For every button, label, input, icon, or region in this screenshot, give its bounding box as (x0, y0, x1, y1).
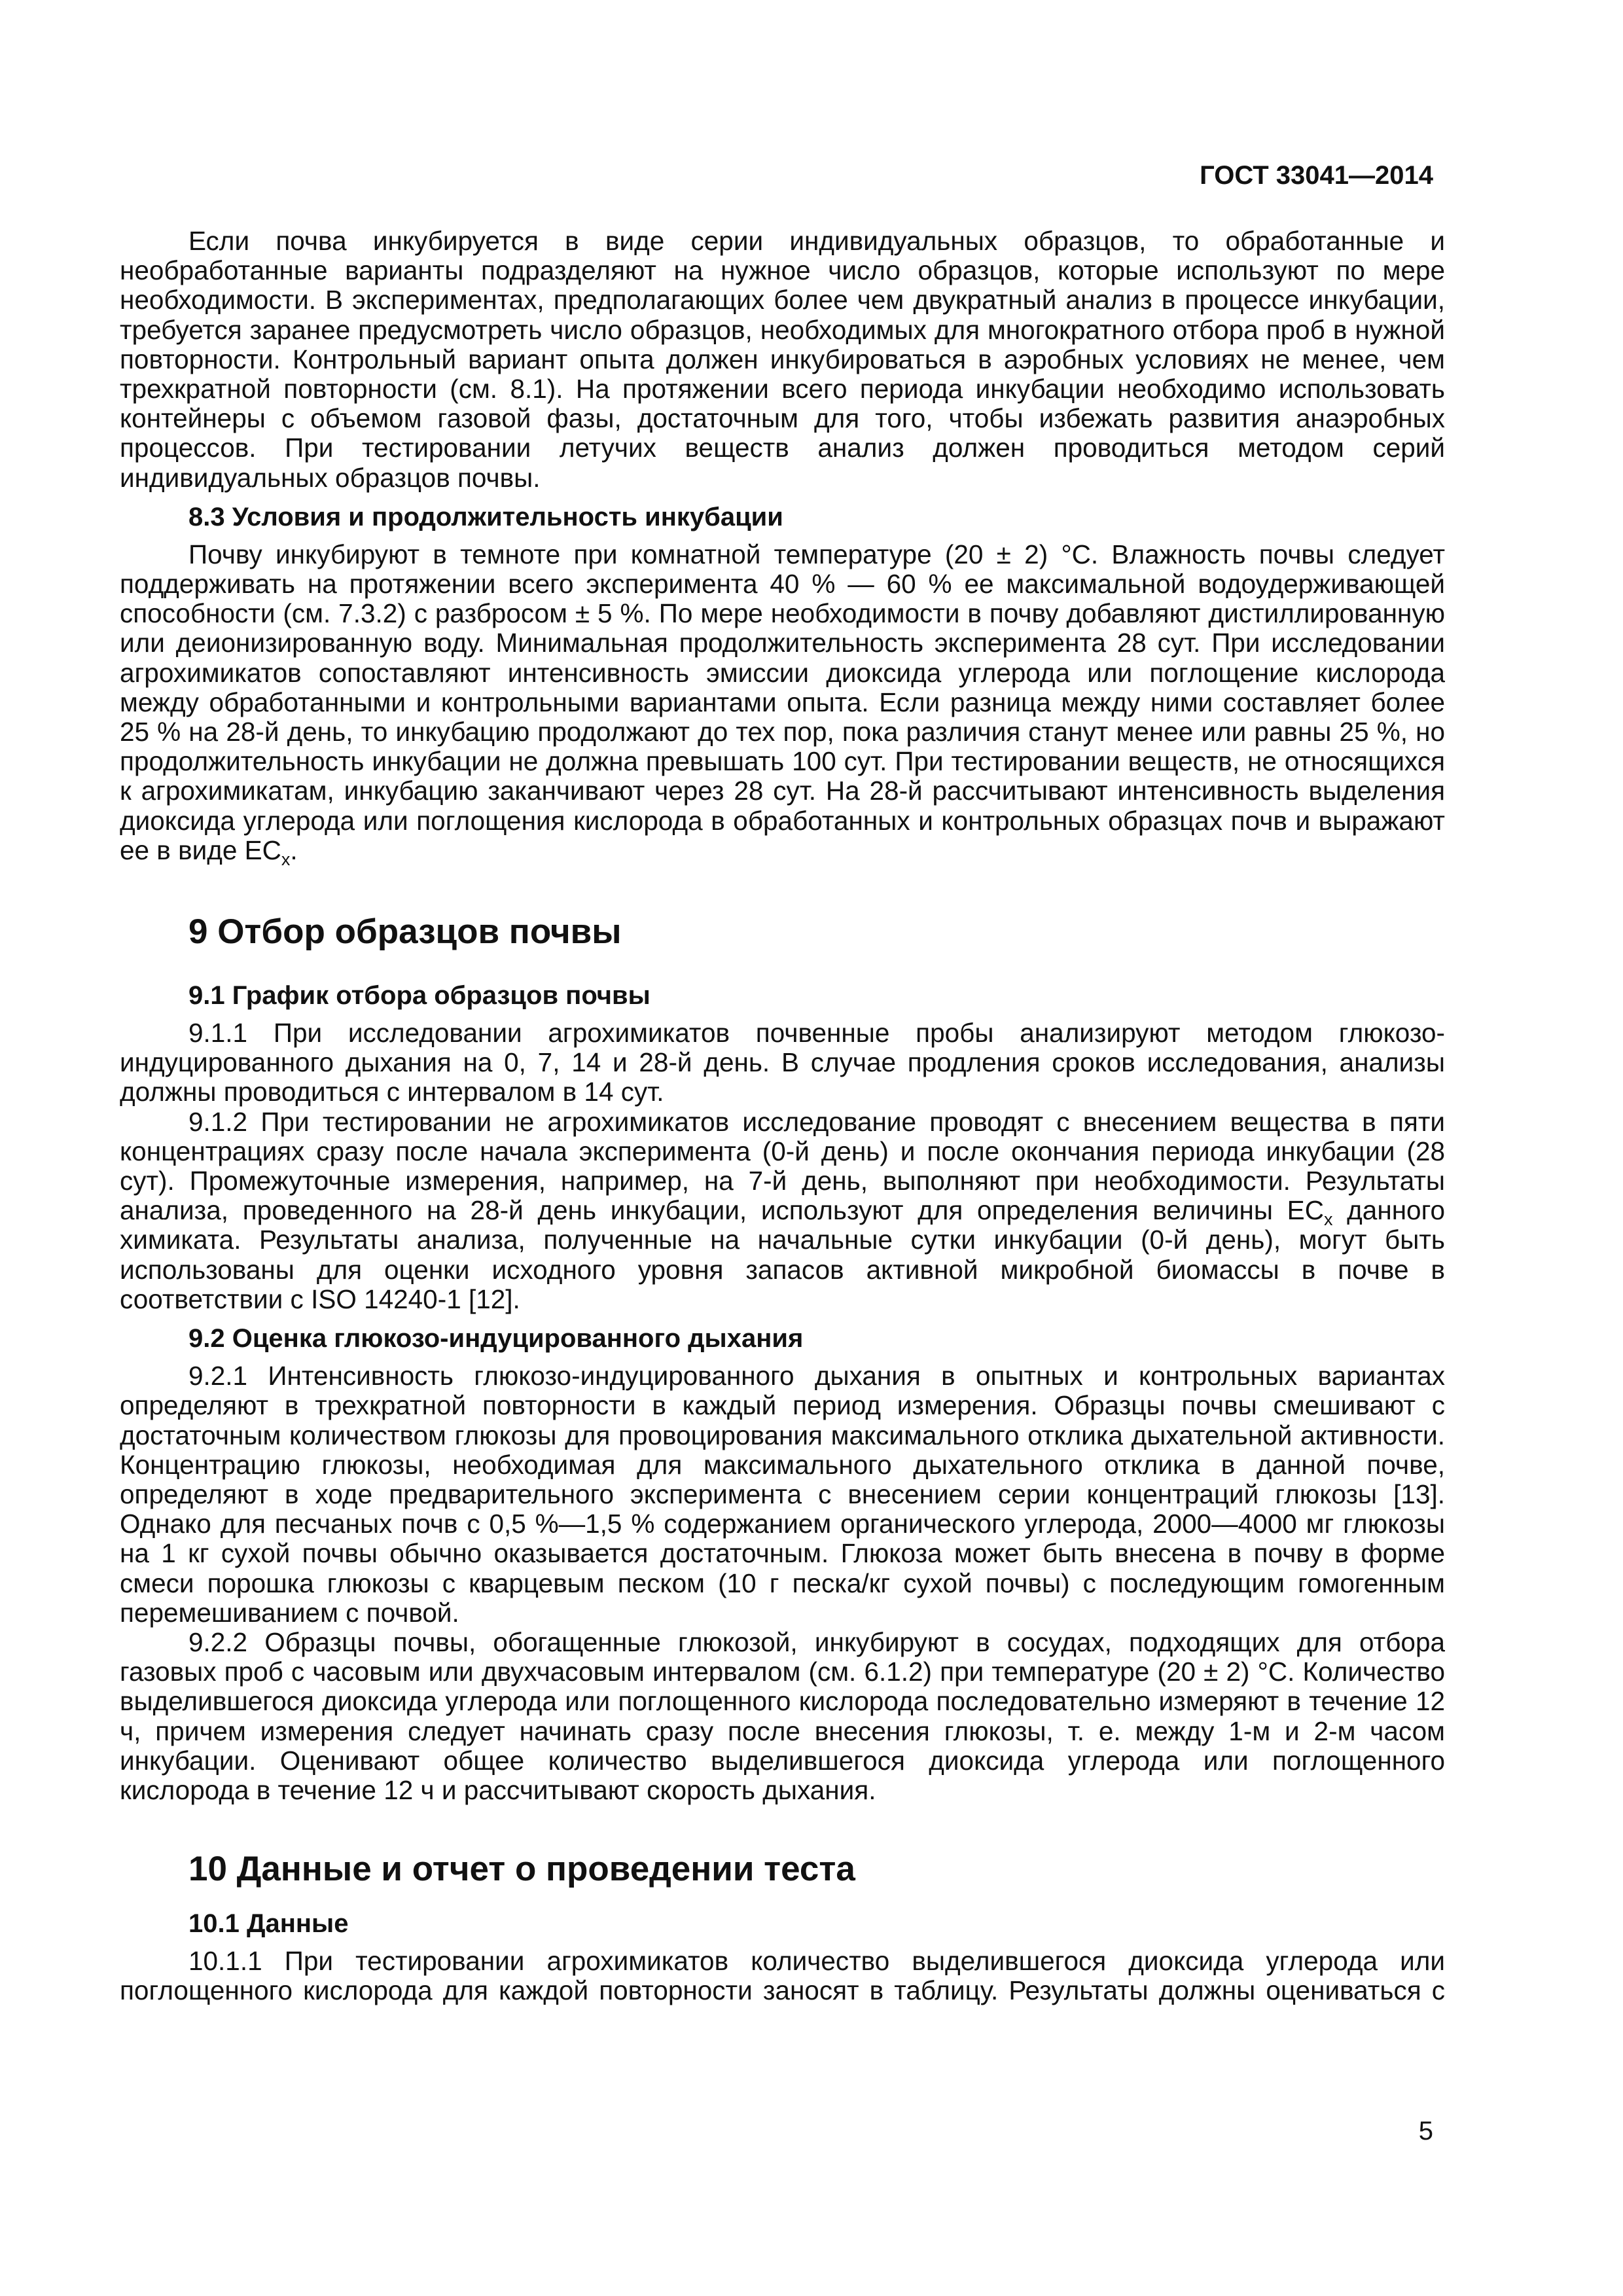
paragraph-9-1-2 (120, 1107, 1445, 1314)
section-10-1-heading: 10.1 Данные (188, 1909, 349, 1939)
paragraph-9-1-2-text-a: 9.1.2 При тестировании не агрохимикатов исследование проводят с внесением вещества в пяти концентрациях сразу после начала эксперимента (0-й день) и после окончания периода инкубации (28 сут). Промежуточные измерения, например, на 7-й день, выполняют при необходимости. Результаты анализа, проведенного на 28-й день инкубации, используют для определения величины EC (120, 1106, 1445, 1226)
document-code: ГОСТ 33041—2014 (1200, 161, 1433, 190)
paragraph-8-3-end: . (290, 834, 298, 865)
paragraph-9-1-2-text-b: данного химиката. Результаты анализа, полученные на начальные сутки инкубации (0-й день), могут быть использованы для оценки исходного уровня запасов активной микробной биомассы в почве в соответствии с ISO 14240-1 [12]. (120, 1195, 1445, 1314)
page-number: 5 (1418, 2117, 1433, 2145)
section-9-heading: 9 Отбор образцов почвы (188, 912, 622, 952)
page-content (120, 226, 1445, 2006)
ec-subscript: x (281, 849, 291, 869)
paragraph-8-3 (120, 539, 1445, 869)
paragraph-9-2-1: 9.2.1 Интенсивность глюкозо-индуцированного дыхания в опытных и контрольных вариантах определяют в трехкратной повторности в каждый период измерения. Образцы почвы смешивают с достаточным количеством глюкозы для провоцирования максимального отклика дыхательной активности. Концентрацию глюкозы, необходимая для максимального дыхательного отклика в данной почве, определяют в ходе предварительного эксперимента с внесением серии концентраций глюкозы [13]. Однако для песчаных почв с 0,5 %—1,5 % содержанием органического углерода, 2000—4000 мг глюкозы на 1 кг сухой почвы обычно оказывается достаточным. Глюкоза может быть внесена в почву в форме смеси порошка глюкозы с кварцевым песком (10 г песка/кг сухой почвы) с последующим гомогенным перемешиванием с почвой. (120, 1361, 1445, 1628)
ec-subscript: x (1323, 1210, 1333, 1230)
paragraph-intro: Если почва инкубируется в виде серии индивидуальных образцов, то обработанные и необработанные варианты подразделяют на нужное число образцов, которые используют по мере необходимости. В экспериментах, предполагающих более чем двукратный анализ в процессе инкубации, требуется заранее предусмотреть число образцов, необходимых для многократного отбора проб в нужной повторности. Контрольный вариант опыта должен инкубироваться в аэробных условиях не менее, чем трехкратной повторности (см. 8.1). На протяжении всего периода инкубации необходимо использовать контейнеры с объемом газовой фазы, достаточным для того, чтобы избежать развития анаэробных процессов. При тестировании летучих веществ анализ должен проводиться методом серий индивидуальных образцов почвы. (120, 226, 1445, 493)
section-9-2-heading: 9.2 Оценка глюкозо-индуцированного дыхания (188, 1324, 804, 1354)
section-9-1-heading: 9.1 График отбора образцов почвы (188, 981, 651, 1011)
paragraph-9-1-1: 9.1.1 При исследовании агрохимикатов почвенные пробы анализируют методом глюкозо-индуцированного дыхания на 0, 7, 14 и 28-й день. В случае продления сроков исследования, анализы должны проводиться с интервалом в 14 сут. (120, 1018, 1445, 1107)
section-10-heading: 10 Данные и отчет о проведении теста (188, 1850, 855, 1889)
section-8-3-heading: 8.3 Условия и продолжительность инкубации (188, 502, 783, 531)
paragraph-10-1-1: 10.1.1 При тестировании агрохимикатов количество выделившегося диоксида углерода или поглощенного кислорода для каждой повторности заносят в таблицу. Результаты должны оцениваться с (120, 1946, 1445, 2006)
paragraph-8-3-text: Почву инкубируют в темноте при комнатной температуре (20 ± 2) °С. Влажность почвы следует поддерживать на протяжении всего эксперимента 40 % — 60 % ее максимальной водоудерживающей способности (см. 7.3.2) с разбросом ± 5 %. По мере необходимости в почву добавляют дистиллированную или деионизированную воду. Минимальная продолжительность эксперимента 28 сут. При исследовании агрохимикатов сопоставляют интенсивность эмиссии диоксида углерода или поглощение кислорода между обработанными и контрольными вариантами опыта. Если разница между ними составляет более 25 % на 28-й день, то инкубацию продолжают до тех пор, пока различия станут менее или равны 25 %, но продолжительность инкубации не должна превышать 100 сут. При тестировании веществ, не относящихся к агрохимикатам, инкубацию заканчивают через 28 сут. На 28-й рассчитывают интенсивность выделения диоксида углерода или поглощения кислорода в обработанных и контрольных образцах почв и выражают ее в виде EC (120, 539, 1445, 865)
paragraph-9-2-2: 9.2.2 Образцы почвы, обогащенные глюкозой, инкубируют в сосудах, подходящих для отбора газовых проб с часовым или двухчасовым интервалом (см. 6.1.2) при температуре (20 ± 2) °С. Количество выделившегося диоксида углерода или поглощенного кислорода последовательно измеряют в течение 12 ч, причем измерения следует начинать сразу после внесения глюкозы, т. е. между 1-м и 2-м часом инкубации. Оценивают общее количество выделившегося диоксида углерода или поглощенного кислорода в течение 12 ч и рассчитывают скорость дыхания. (120, 1626, 1445, 1805)
